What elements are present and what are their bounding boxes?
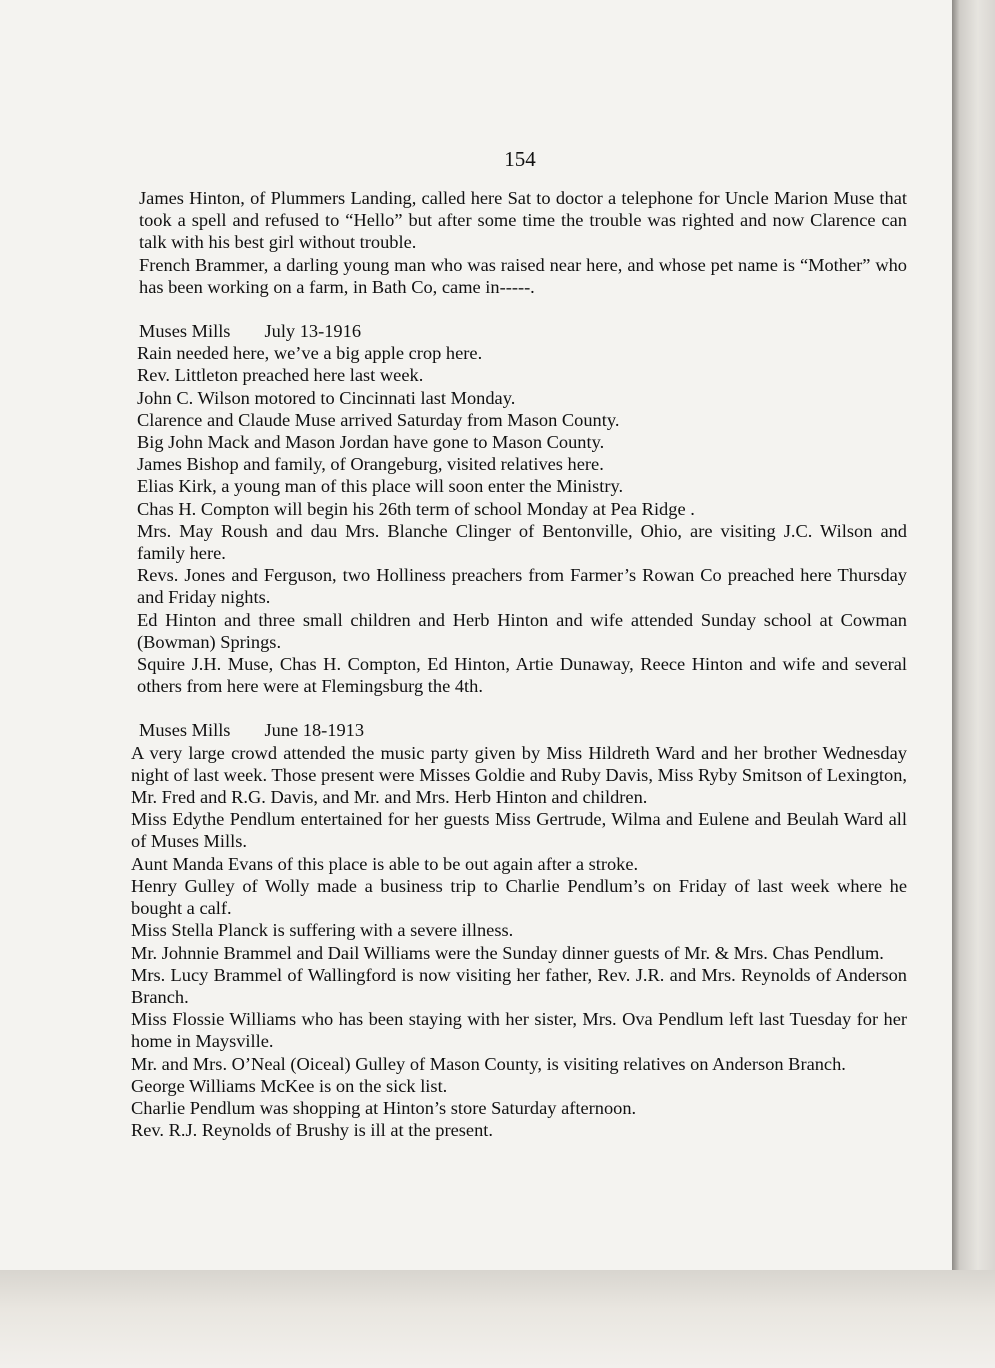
news-item: Miss Stella Planck is suffering with a severe illness. xyxy=(131,920,514,941)
news-item: James Bishop and family, of Orangeburg, visited relatives here. xyxy=(137,454,604,475)
news-item: Aunt Manda Evans of this place is able to be out again after a stroke. xyxy=(131,853,639,874)
section-heading xyxy=(139,719,907,741)
news-item: Charlie Pendlum was shopping at Hinton’s store Saturday afternoon. xyxy=(131,1097,637,1118)
intro-paragraph: French Brammer, a darling young man who was raised near here, and whose pet name is “Mother” who has been working on a farm, in Bath Co, came in-----. xyxy=(139,254,907,297)
news-item: Miss Edythe Pendlum entertained for her guests Miss Gertrude, Wilma and Eulene and Beulah Ward all of Muses Mills. xyxy=(131,809,907,852)
news-item: George Williams McKee is on the sick list. xyxy=(131,1075,448,1096)
intro-paragraph: James Hinton, of Plummers Landing, called here Sat to doctor a telephone for Uncle Marion Muse that took a spell and refused to “Hello” but after some time the trouble was righted and now Clarence can talk with his best girl without trouble. xyxy=(139,188,907,253)
page-number: 154 xyxy=(504,147,536,171)
news-item: Squire J.H. Muse, Chas H. Compton, Ed Hinton, Artie Dunaway, Reece Hinton and wife and several others from here were at Flemingsburg the 4th. xyxy=(137,654,907,697)
news-item: Big John Mack and Mason Jordan have gone to Mason County. xyxy=(137,432,605,453)
news-item: Mrs. May Roush and dau Mrs. Blanche Clinger of Bentonville, Ohio, are visiting J.C. Wilson and family here. xyxy=(137,520,907,564)
page-body xyxy=(127,187,907,1141)
news-item: John C. Wilson motored to Cincinnati last Monday. xyxy=(137,387,516,408)
news-item: Henry Gulley of Wolly made a business trip to Charlie Pendlum’s on Friday of last week where he bought a calf. xyxy=(131,875,907,919)
news-item: Rev. R.J. Reynolds of Brushy is ill at the present. xyxy=(131,1120,493,1141)
news-item: Revs. Jones and Ferguson, two Holliness preachers from Farmer’s Rowan Co preached here Thursday and Friday nights. xyxy=(137,565,907,608)
section-date: July 13-1916 xyxy=(264,321,362,342)
news-item: Ed Hinton and three small children and Herb Hinton and wife attended Sunday school at Cowman (Bowman) Springs. xyxy=(137,609,907,652)
scan-bottom-margin xyxy=(0,1270,995,1368)
news-item: Mrs. Lucy Brammel of Wallingford is now visiting her father, Rev. J.R. and Mrs. Reynolds of Anderson Branch. xyxy=(131,964,907,1007)
section-heading xyxy=(139,320,907,342)
section-place: Muses Mills xyxy=(139,321,231,342)
section-date: June 18-1913 xyxy=(264,720,365,741)
news-item: Elias Kirk, a young man of this place will soon enter the Ministry. xyxy=(137,476,624,497)
news-item: Mr. and Mrs. O’Neal (Oiceal) Gulley of Mason County, is visiting relatives on Anderson Branch. xyxy=(131,1053,846,1074)
news-item: A very large crowd attended the music party given by Miss Hildreth Ward and her brother Wednesday night of last week. Those present were Misses Goldie and Ruby Davis, Miss Ryby Smitson of Lexington, Mr. Fred and R.G. Davis, and Mr. and Mrs. Herb Hinton and children. xyxy=(131,742,907,808)
news-item: Rain needed here, we’ve a big apple crop here. xyxy=(137,343,483,364)
section-place: Muses Mills xyxy=(139,720,231,741)
news-item: Clarence and Claude Muse arrived Saturday from Mason County. xyxy=(137,409,620,430)
news-item: Rev. Littleton preached here last week. xyxy=(137,365,424,386)
news-item: Mr. Johnnie Brammel and Dail Williams were the Sunday dinner guests of Mr. & Mrs. Chas Pendlum. xyxy=(131,942,884,963)
adjacent-page-edge xyxy=(952,0,995,1275)
news-item: Miss Flossie Williams who has been staying with her sister, Mrs. Ova Pendlum left last Tuesday for her home in Maysville. xyxy=(131,1009,907,1052)
news-item: Chas H. Compton will begin his 26th term of school Monday at Pea Ridge . xyxy=(137,498,695,519)
